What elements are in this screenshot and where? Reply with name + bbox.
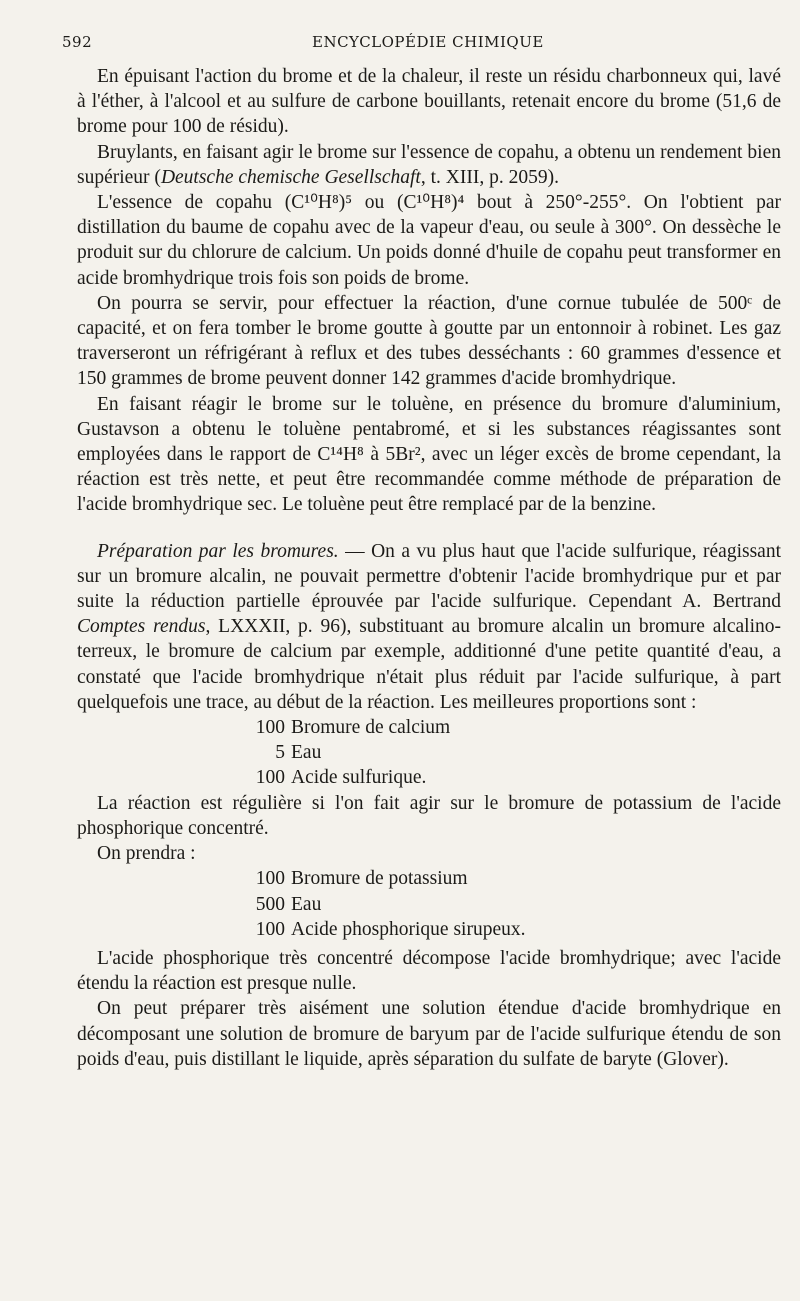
ingredient: Acide phosphorique sirupeux. <box>291 918 526 940</box>
journal-title: Comptes rendus <box>77 616 206 638</box>
recipe-line <box>77 866 781 891</box>
quantity: 500 <box>255 893 285 915</box>
quantity: 5 <box>275 742 285 764</box>
paragraph: On pourra se servir, pour effectuer la réaction, d'une cornue tubulée de 500ᶜ de capacité, et on fera tomber le brome goutte à goutte par un entonnoir à robinet. Les gaz traverseront un réfrigérant à reflux et des tubes desséchants : 60 grammes d'essence et 150 grammes de brome peuvent donner 142 grammes d'acide bromhydrique. <box>77 292 781 390</box>
paragraph <box>77 140 781 190</box>
quantity: 100 <box>255 868 285 890</box>
paragraph <box>77 539 781 715</box>
ingredient: Eau <box>291 742 322 764</box>
recipe-list-2 <box>77 866 781 942</box>
section-spacer <box>77 518 781 539</box>
ingredient: Eau <box>291 893 322 915</box>
recipe-line <box>77 715 781 740</box>
text-run: — On a vu plus haut que l'acide sulfurique, réagissant sur un bromure alcalin, ne pouvait permettre d'obtenir l'acide bromhydrique pur et par suite la réduction partielle éprouvée par l'acide sulfurique. Cependant A. Bertrand <box>77 540 781 613</box>
paragraph: On peut préparer très aisément une solution étendue d'acide bromhydrique en décomposant une solution de bromure de baryum par de l'acide sulfurique étendu de son poids d'eau, puis distillant le liquide, après séparation du sulfate de baryte (Glover). <box>77 998 781 1070</box>
paragraph: En épuisant l'action du brome et de la chaleur, il reste un résidu charbonneux qui, lavé à l'éther, à l'alcool et au sulfure de carbone bouillants, retenait encore du brome (51,6 de brome pour 100 de résidu). <box>77 66 781 138</box>
paragraph: On prendra : <box>97 843 196 865</box>
paragraph: En faisant réagir le brome sur le toluène, en présence du bromure d'aluminium, Gustavson a obtenu le toluène pentabromé, et si les substances réagissantes sont employées dans le rapport de C¹⁴H⁸ à 5Br², avec un léger excès de brome cependant, la réaction est très nette, et peut être recommandée comme méthode de préparation de l'acide bromhydrique sec. Le toluène peut être remplacé par de la benzine. <box>77 393 781 516</box>
page-number: 592 <box>62 33 93 51</box>
body-text <box>77 64 781 1072</box>
recipe-line <box>77 917 781 942</box>
recipe-line <box>77 740 781 765</box>
recipe-line <box>77 892 781 917</box>
paragraph: La réaction est régulière si l'on fait agir sur le bromure de potassium de l'acide phosphorique concentré. <box>77 792 781 839</box>
paragraph: L'acide phosphorique très concentré décompose l'acide bromhydrique; avec l'acide étendu la réaction est presque nulle. <box>77 947 781 995</box>
ingredient: Bromure de potassium <box>291 868 468 890</box>
ingredient: Acide sulfurique. <box>291 767 427 789</box>
section-heading: Préparation par les bromures. <box>97 540 339 562</box>
text-run: , LXXXII, p. 96), substituant au bromure alcalin un bromure alcalino-terreux, le bromure de calcium par exemple, additionné d'une petite quantité d'eau, a constaté que l'acide bromhydrique n'était plus réduit par l'acide sulfurique, à part quelquefois une trace, au début de la réaction. Les meilleures proportions sont : <box>77 616 781 713</box>
ingredient: Bromure de calcium <box>291 717 451 739</box>
running-title: ENCYCLOPÉDIE CHIMIQUE <box>312 33 544 51</box>
quantity: 100 <box>255 717 285 739</box>
paragraph: L'essence de copahu (C¹⁰H⁸)⁵ ou (C¹⁰H⁸)⁴ bout à 250°-255°. On l'obtient par distillation du baume de copahu avec de la vapeur d'eau, ou seule à 300°. On dessèche le produit sur du chlorure de calcium. Un poids donné d'huile de copahu peut transformer en acide bromhydrique trois fois son poids de brome. <box>77 192 781 289</box>
text-run: Bruylants, en faisant agir le brome sur l'essence de copahu, a obtenu un rendement bien supérieur ( <box>77 141 781 188</box>
journal-title: Deutsche chemische Gesellschaft <box>160 166 421 188</box>
recipe-list-1 <box>77 715 781 791</box>
text-run: , t. XIII, p. 2059). <box>420 166 559 188</box>
quantity: 100 <box>255 767 285 789</box>
recipe-line <box>77 765 781 790</box>
quantity: 100 <box>255 918 285 940</box>
page-header <box>62 33 800 57</box>
